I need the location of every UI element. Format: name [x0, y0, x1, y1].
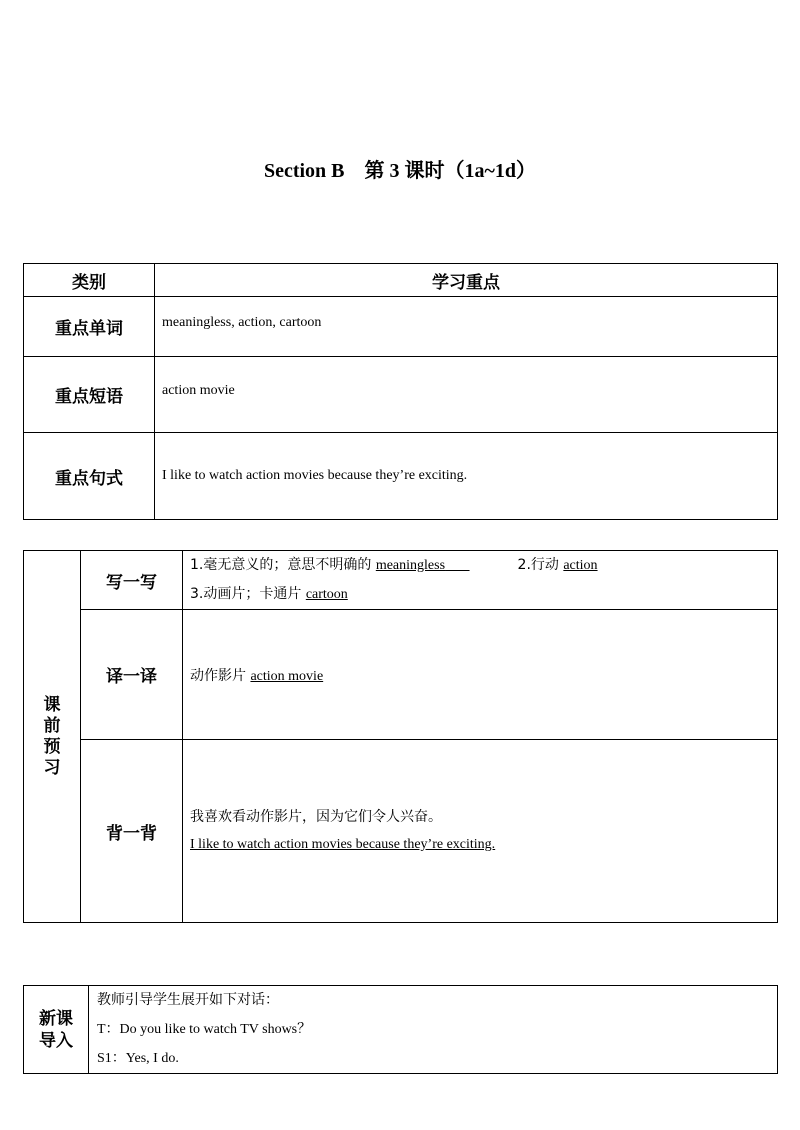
table-row [24, 740, 778, 923]
write-item3-prefix: 3.动画片；卡通片 [190, 586, 306, 602]
table-row [24, 297, 778, 357]
write-item2-answer: action [563, 558, 598, 573]
preview-table [23, 550, 778, 923]
translate-answer: action movie [250, 668, 324, 684]
intro-content [89, 986, 778, 1074]
header-category: 类别 [24, 264, 155, 297]
row-label-sentences: 重点句式 [24, 433, 155, 520]
row-label-phrases: 重点短语 [24, 357, 155, 433]
intro-table [23, 985, 778, 1074]
answer-blank [445, 558, 470, 573]
row-content-words: meaningless, action, cartoon [155, 297, 778, 357]
intro-line: S1：Yes, I do. [97, 1051, 179, 1066]
table-row [24, 433, 778, 520]
recite-zh: 我喜欢看动作影片，因为它们令人兴奋。 [190, 809, 442, 825]
section-label-char: 前 [43, 715, 61, 736]
intro-line: 教师引导学生展开如下对话： [97, 992, 279, 1008]
section-label-char: 习 [43, 757, 61, 778]
recite-content [183, 740, 778, 923]
table-header-row [24, 264, 778, 297]
row-label-words: 重点单词 [24, 297, 155, 357]
preview-section-label [24, 551, 81, 923]
translate-label: 译一译 [81, 610, 183, 740]
write-item1-answer: meaningless [375, 558, 446, 573]
header-focus: 学习重点 [155, 264, 778, 297]
intro-label-line: 导入 [39, 1030, 73, 1051]
intro-label [24, 986, 89, 1074]
write-item3-answer: cartoon [305, 587, 348, 602]
row-content-phrases: action movie [155, 357, 778, 433]
section-label-char: 课 [43, 694, 61, 715]
write-line-2 [190, 580, 777, 609]
write-line-1 [190, 551, 777, 580]
page-title: Section B 第 3 课时（1a~1d） [263, 160, 537, 182]
intro-line: T：Do you like to watch TV shows？ [97, 1022, 312, 1037]
key-points-table [23, 263, 778, 520]
write-item2-prefix: 2.行动 [517, 557, 564, 573]
translate-content [183, 610, 778, 740]
table-row [24, 610, 778, 740]
recite-en: I like to watch action movies because they’re exciting. [190, 837, 496, 852]
write-label: 写一写 [81, 551, 183, 610]
table-row [24, 357, 778, 433]
write-item1-prefix: 1.毫无意义的；意思不明确的 [190, 557, 376, 573]
recite-label: 背一背 [81, 740, 183, 923]
translate-prefix: 动作影片 [190, 667, 251, 684]
section-label-char: 预 [43, 736, 61, 757]
intro-label-line: 新课 [39, 1008, 73, 1029]
table-row [24, 551, 778, 610]
row-content-sentences: I like to watch action movies because they’re exciting. [155, 433, 778, 520]
table-row [24, 986, 778, 1074]
write-content [183, 551, 778, 610]
